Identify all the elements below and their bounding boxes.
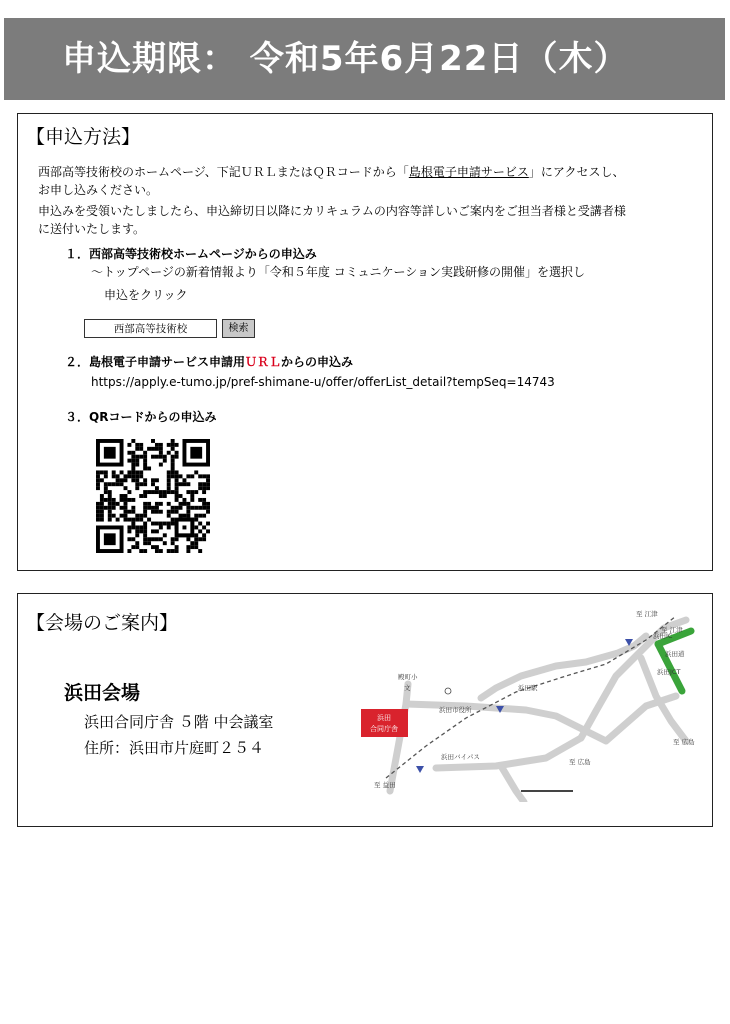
map-label-hamada-road: 浜田道	[665, 650, 685, 658]
notice-line-2: に送付いたします。	[38, 222, 146, 236]
intro-line-1	[38, 163, 624, 181]
map-label-hamada-jct: 浜田JCT	[657, 668, 681, 676]
step2-url-word: ＵＲＬ	[245, 355, 282, 369]
intro-line-2: お申し込みください。	[38, 183, 159, 197]
step2-title-tail: からの申込み	[281, 355, 354, 369]
section-title-application: 【申込方法】	[26, 126, 141, 148]
section-title-venue: 【会場のご案内】	[26, 612, 179, 634]
map-label-school-1: 殿町小	[398, 673, 418, 681]
notice-line-1: 申込みを受領いたしましたら、申込締切日以降にカリキュラムの内容等詳しいご案内をご担当者様と受講者様	[38, 204, 626, 218]
step2-title	[65, 353, 353, 371]
step3-title: ３．QRコードからの申込み	[65, 410, 217, 424]
map-label-office-2: 合同庁舎	[370, 725, 398, 733]
map-label-hamada-ic: 浜田IC	[653, 632, 673, 640]
venue-name: 浜田会場	[64, 682, 141, 704]
step1-title: １．西部高等技術校ホームページからの申込み	[65, 247, 317, 261]
search-button[interactable]: 検索	[222, 319, 255, 338]
map-label-station: 浜田駅	[518, 684, 538, 692]
intro-text: 西部高等技術校のホームページ、下記ＵＲＬまたはＱＲコードから「	[38, 165, 409, 179]
map-label-school-2: 文	[404, 684, 411, 692]
venue-map	[346, 606, 702, 802]
search-input[interactable]: 西部高等技術校	[84, 319, 217, 338]
qr-code[interactable]	[96, 439, 210, 553]
map-label-to-hiroshima-2: 至 広島	[673, 738, 695, 746]
step1-description-2: 申込をクリック	[104, 288, 188, 302]
map-label-to-gozu-2: 至 江津	[661, 626, 683, 634]
venue-section	[17, 593, 713, 827]
map-label-to-masuda: 至 益田	[374, 781, 396, 789]
step2-title-text: ２．島根電子申請サービス申請用	[65, 355, 246, 369]
venue-address: 住所：浜田市片庭町２５４	[84, 739, 265, 757]
step1-description-1: ～トップページの新着情報より「令和５年度 コミュニケーション実践研修の開催」を選択し	[91, 265, 586, 279]
map-label-to-hiroshima-1: 至 広島	[569, 758, 591, 766]
shimane-e-application-link[interactable]: 島根電子申請サービス	[408, 165, 529, 179]
deadline-banner: 申込期限： 令和5年6月22日（木）	[4, 18, 725, 100]
map-label-city-hall: 浜田市役所	[439, 706, 472, 714]
venue-place: 浜田合同庁舎 ５階 中会議室	[84, 713, 274, 731]
application-method-section	[17, 113, 713, 571]
map-label-to-gozu-1: 至 江津	[636, 610, 658, 618]
intro-text-tail: 」にアクセスし、	[528, 165, 625, 179]
map-label-office-1: 浜田	[377, 714, 391, 722]
map-label-bypass: 浜田バイパス	[441, 753, 480, 761]
application-url[interactable]: https://apply.e-tumo.jp/pref-shimane-u/offer/offerList_detail?tempSeq=14743	[91, 375, 555, 389]
